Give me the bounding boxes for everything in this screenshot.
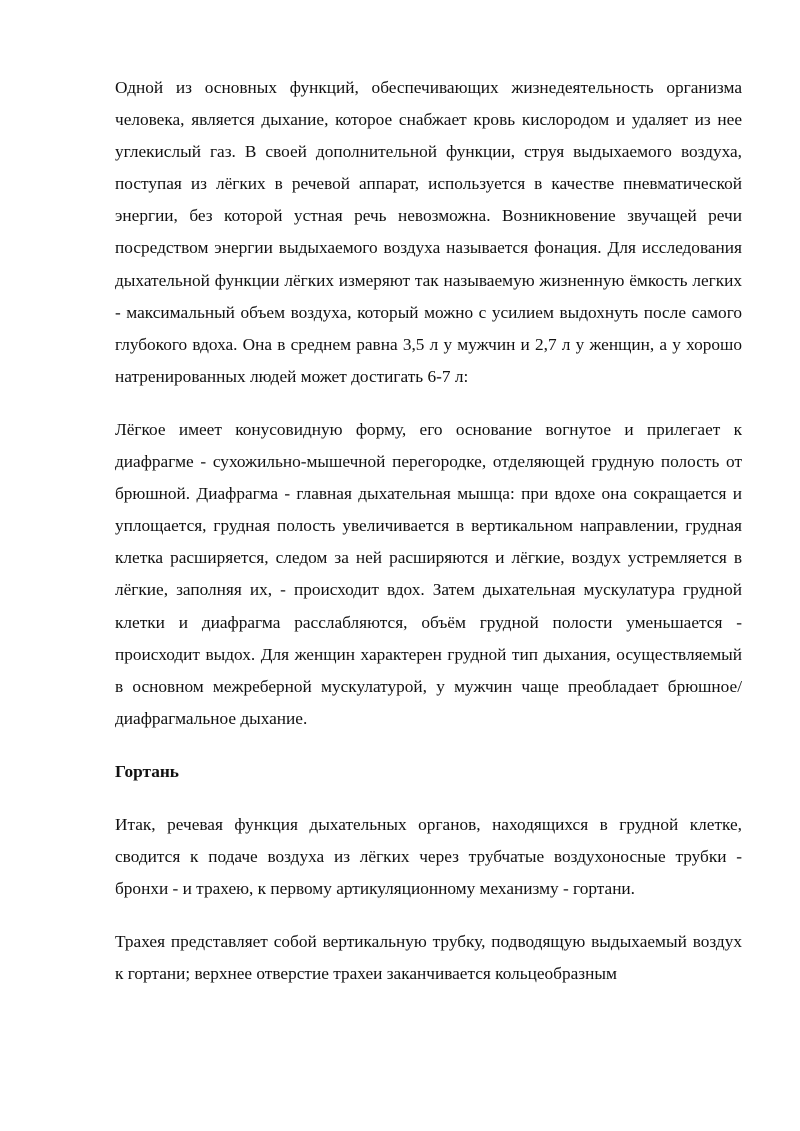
- paragraph-respiration: Одной из основных функций, обеспечивающих жизнедеятельность организма человека, является дыхание, которое снабжает кровь кислородом и удаляет из нее углекислый газ. В своей дополнительной функции, струя выдыхаемого воздуха, поступая из лёгких в речевой аппарат, используется в качестве пневматической энергии, без которой устная речь невозможна. Возникновение звучащей речи посредством энергии выдыхаемого воздуха называется фонация. Для исследования дыхательной функции лёгких измеряют так называемую жизненную ёмкость легких - максимальный объем воздуха, который можно с усилием выдохнуть после самого глубокого вдоха. Она в среднем равна 3,5 л у мужчин и 2,7 л у женщин, а у хорошо натренированных людей может достигать 6-7 л:: [115, 78, 742, 386]
- document-page: [115, 72, 742, 1011]
- paragraph-speech-function: Итак, речевая функция дыхательных органов, находящихся в грудной клетке, сводится к подаче воздуха из лёгких через трубчатые воздухоносные трубки - бронхи - и трахею, к первому артикуляционному механизму - гортани.: [115, 814, 742, 899]
- section-heading-larynx: Гортань: [115, 761, 179, 781]
- paragraph-lungs: Лёгкое имеет конусовидную форму, его основание вогнутое и прилегает к диафрагме - сухожильно-мышечной перегородке, отделяющей грудную полость от брюшной. Диафрагма - главная дыхательная мышца: при вдохе она сокращается и уплощается, грудная полость увеличивается в вертикальном направлении, грудная клетка расширяется, следом за ней расширяются и лёгкие, воздух устремляется в лёгкие, заполняя их, - происходит вдох. Затем дыхательная мускулатура грудной клетки и диафрагма расслабляются, объём грудной полости уменьшается - происходит выдох. Для женщин характерен грудной тип дыхания, осуществляемый в основном межреберной мускулатурой, у мужчин чаще преобладает брюшное/диафрагмальное дыхание.: [115, 419, 742, 728]
- paragraph-trachea: Трахея представляет собой вертикальную трубку, подводящую выдыхаемый воздух к гортани; верхнее отверстие трахеи заканчивается кольцеобразным: [115, 932, 742, 984]
